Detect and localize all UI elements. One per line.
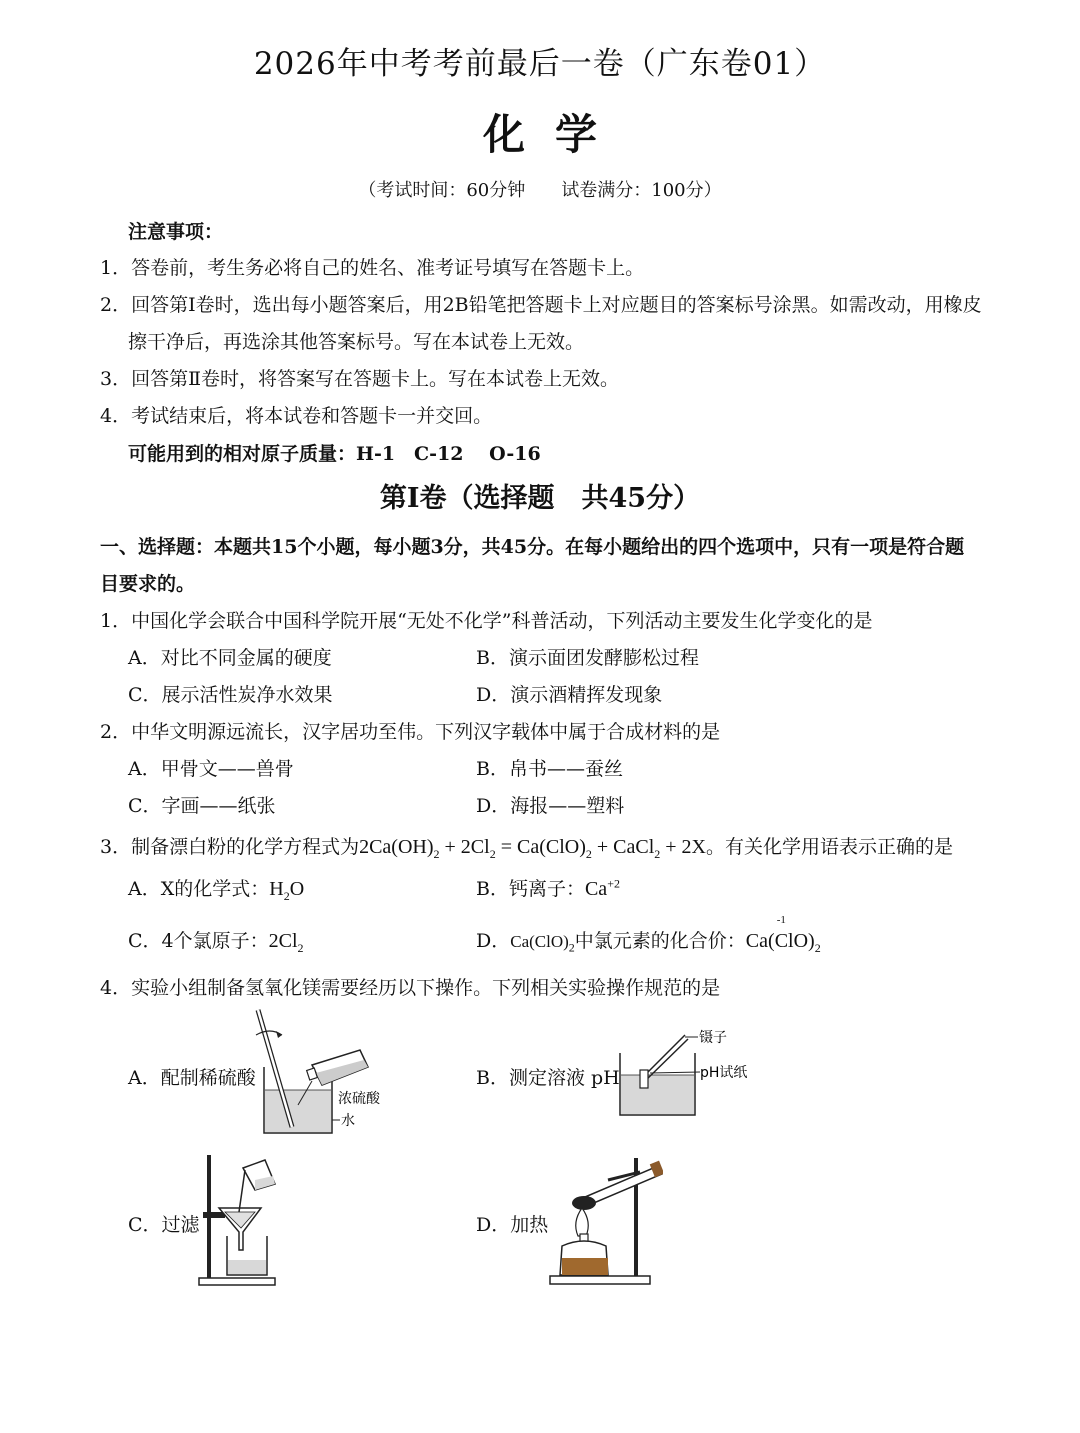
q2-option-c: C．字画——纸张 [128, 795, 276, 817]
section-instruction: 一、选择题：本题共15个小题，每小题3分，共45分。在每小题给出的四个选项中，只有一项是符合题 [100, 536, 965, 558]
q2-option-a: A．甲骨文——兽骨 [128, 758, 294, 780]
q3-formula-valence: Ca(C -1 $lO)_2$ [745, 914, 821, 955]
label-water: 水 [341, 1113, 355, 1129]
q4-option-a: A．配制稀硫酸 [128, 1067, 256, 1089]
section-title: 第Ⅰ卷（选择题 共45分） [379, 483, 701, 514]
q3-stem-post: 。有关化学用语表示正确的是 [706, 836, 954, 858]
q1-stem: 1．中国化学会联合中国科学院开展“无处不化学”科普活动，下列活动主要发生化学变化的是 [100, 610, 873, 632]
q3-option-c-text: C．4个氯原子： [128, 930, 269, 952]
q3-option-a-text: A．X的化学式： [128, 878, 270, 900]
q3-option-b-text: B．钙离子： [476, 878, 585, 900]
q2-stem: 2．中华文明源远流长，汉字居功至伟。下列汉字载体中属于合成材料的是 [100, 721, 721, 743]
q3-stem-pre: 3．制备漂白粉的化学方程式为 [100, 836, 360, 858]
q3-option-c [128, 926, 304, 956]
q4-option-c: C．过滤 [128, 1214, 200, 1236]
label-tweezers: 镊子 [699, 1030, 727, 1046]
note-item-2: 2．回答第Ⅰ卷时，选出每小题答案后，用2B铅笔把答题卡上对应题目的答案标号涂黑。如需改动，用橡皮 [100, 294, 982, 316]
note-item-3: 3．回答第Ⅱ卷时，将答案写在答题卡上。写在本试卷上无效。 [100, 368, 620, 390]
q3-option-d-mid: 中氯元素的化合价： [574, 930, 746, 952]
q4-option-b: B．测定溶液 pH [476, 1067, 620, 1089]
q4-stem: 4．实验小组制备氢氧化镁需要经历以下操作。下列相关实验操作规范的是 [100, 977, 721, 999]
atomic-mass: 可能用到的相对原子质量：H-1 C-12 O-16 [128, 443, 541, 465]
q3-option-d-pre: D． [476, 930, 511, 952]
q3-stem [100, 832, 953, 862]
q1-option-d: D．演示酒精挥发现象 [476, 684, 663, 706]
exam-title: 2026年中考考前最后一卷（广东卷01） [253, 46, 827, 82]
q2-option-d: D．海报——塑料 [476, 795, 625, 817]
dilution-illustration [250, 1005, 400, 1140]
q3-equation: $2Ca(OH)_2 + 2Cl_2 = Ca(ClO)_2$ + CaCl$_2$ + 2X [359, 836, 707, 861]
subject-title: 化学 [482, 110, 627, 159]
filtration-illustration [195, 1150, 285, 1290]
q2-option-b: B．帛书——蚕丝 [476, 758, 623, 780]
ph-test-illustration [610, 1025, 770, 1120]
q3-formula-2cl2: $2Cl_2$ [268, 930, 304, 955]
q3-formula-ca-ion: $Ca^{+2}$ [584, 876, 620, 900]
q3-formula-ca-clo2: $Ca(ClO)_2$ [510, 932, 575, 955]
q1-option-c: C．展示活性炭净水效果 [128, 684, 333, 706]
q3-option-a [128, 874, 304, 904]
notes-heading: 注意事项： [128, 221, 224, 243]
time-info: （考试时间：60分钟 试卷满分：100分） [358, 180, 722, 201]
note-item-4: 4．考试结束后，将本试卷和答题卡一并交回。 [100, 405, 493, 427]
label-ph-paper: pH试纸 [700, 1065, 748, 1081]
label-concentrated-acid: 浓硫酸 [338, 1091, 380, 1107]
q3-option-b [476, 874, 620, 901]
heating-illustration [548, 1150, 663, 1290]
q1-option-a: A．对比不同金属的硬度 [128, 647, 332, 669]
section-instruction-cont: 目要求的。 [100, 573, 196, 595]
q1-option-b: B．演示面团发酵膨松过程 [476, 647, 699, 669]
q3-formula-h2o: $H_2O$ [269, 878, 305, 903]
q4-option-d: D．加热 [476, 1214, 549, 1236]
q3-option-d [476, 914, 821, 956]
note-item-2-cont: 擦干净后，再选涂其他答案标号。写在本试卷上无效。 [128, 331, 585, 353]
note-item-1: 1．答卷前，考生务必将自己的姓名、准考证号填写在答题卡上。 [100, 257, 645, 279]
